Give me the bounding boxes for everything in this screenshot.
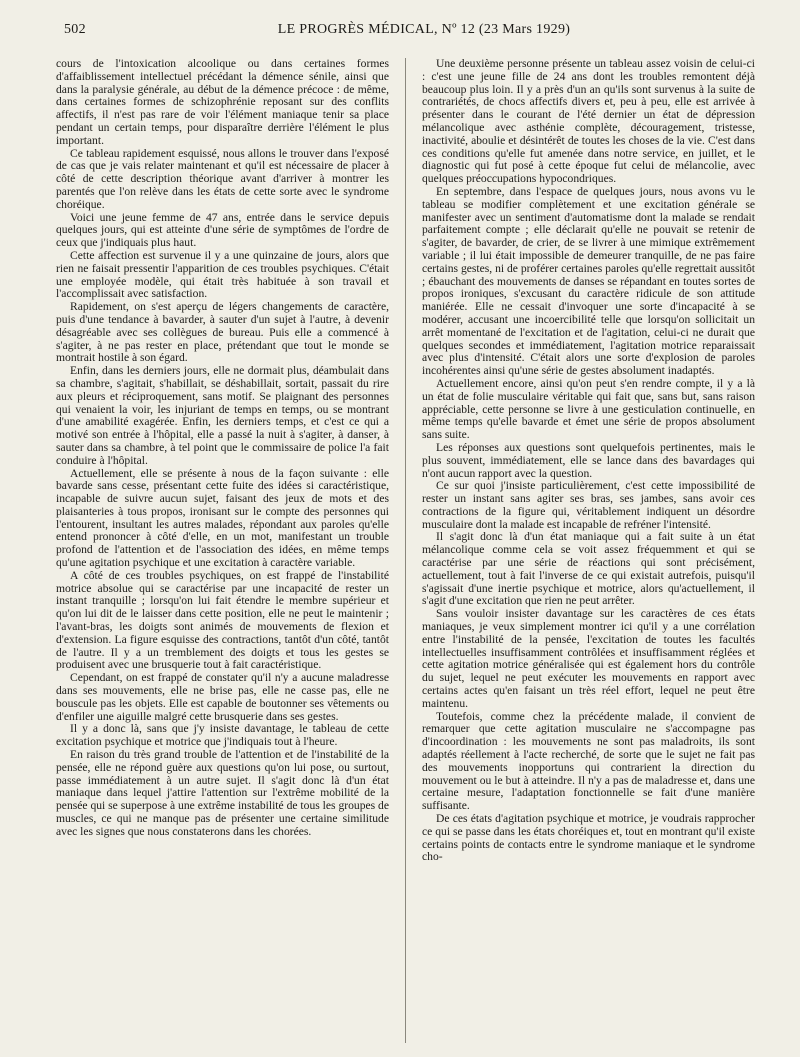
paragraph: Cette affection est survenue il y a une quinzaine de jours, alors que rien ne faisait pressentir l'apparition de ces troubles psychiques. C'était une employée modèle, qui était très habituée à son travail et l'accomplissait avec satisfaction.: [56, 248, 389, 301]
paragraph: Il y a donc là, sans que j'y insiste davantage, le tableau de cette excitation psychique et motrice que j'indiquais tout à l'heure.: [56, 722, 389, 749]
paragraph: Ce sur quoi j'insiste particulièrement, c'est cette impossibilité de rester un instant sans agiter ses bras, ses jambes, sans avoir ces contractions de la figure qui, véritablement indiquent un désordre musculaire dont la malade est incapable de refréner l'intensité.: [422, 479, 755, 531]
paragraph: A côté de ces troubles psychiques, on est frappé de l'instabilité motrice absolue qui se caractérise par une incapacité de rester un instant tranquille ; lorsqu'on lui fait étendre le membre supérieur et qu'on lui dit de le laisser dans cette position, elle ne peut le maintenir ; l'avant-bras, les doigts sont animés de mouvements de flexion et d'extension. La figure esquisse des contractions, tantôt d'un côté, tantôt de l'autre. Il y a un tremblement des doigts et tous les gestes se produisent avec une brusquerie tout à fait caractéristique.: [56, 568, 389, 672]
paragraph: Voici une jeune femme de 47 ans, entrée dans le service depuis quelques jours, qui est atteinte d'une série de symptômes de l'ordre de ceux que j'indiquais plus haut.: [56, 210, 389, 250]
paragraph: En septembre, dans l'espace de quelques jours, nous avons vu le tableau se modifier complètement et une excitation générale se manifester avec un sentiment d'automatisme dont la malade se rendait parfaitement compte ; elle déclarait qu'elle ne pouvait se retenir de s'agiter, de bavarder, de crier, de se livrer à une mimique extrêmement variable ; il lui était impossible de demeurer tranquille, de ne pas faire certains gestes, ni de proférer certaines paroles qu'elle regrettait aussitôt ; ébauchant des mouvements de danses se répandant en toutes sortes de propos ironiques, s'excusant du caractère ridicule de son attitude maniérée. Elle ne cessait d'invoquer une sorte d'incapacité à se modérer, accusant une incoercibilité telle que lorsqu'on sollicitait un arrêt momentané de l'excitation et de l'agitation, celui-ci ne durait que quelques secondes et immédiatement, l'agitation motrice reparaissait avec plus d'intensité. C'était alors une sorte d'explosion de paroles incohérentes ainsi qu'une série de gestes absolument inadaptés.: [422, 184, 755, 378]
running-header: [64, 22, 784, 44]
paragraph: De ces états d'agitation psychique et motrice, je voudrais rapprocher ce qui se passe dans les états choréiques et, tout en montrant qu'il existe certains points de contacts entre le syndrome maniaque et le syndrome cho-: [422, 812, 755, 864]
paragraph: Rapidement, on s'est aperçu de légers changements de caractère, puis d'une tendance à bavarder, à sauter d'un sujet à l'autre, à devenir désagréable avec ses collègues de bureau. Puis elle a commencé à s'agiter, à ne pas rester en place, prétendant que tout le monde se montrait hostile à son égard.: [56, 300, 389, 365]
right-column: [422, 58, 755, 1048]
paragraph: En raison du très grand trouble de l'attention et de l'instabilité de la pensée, elle ne répond guère aux questions qu'on lui pose, ou surtout, passe immédiatement à un autre sujet. Il s'agit donc là d'un état maniaque dans lequel j'attire l'attention sur l'extrême mobilité de la pensée qui se superpose à une extrême instabilité de tous les groupes de muscles, ce qui ne manque pas de présenter une certaine similitude avec les signes que nous constaterons dans les chorées.: [56, 748, 389, 838]
paragraph: Actuellement encore, ainsi qu'on peut s'en rendre compte, il y a là un état de folie musculaire véritable qui fait que, sans but, sans raison appréciable, cette personne se livre à une gesticulation continuelle, en même temps qu'elle bavarde et émet une série de propos absolument sans suite.: [422, 376, 755, 442]
journal-title: LE PROGRÈS MÉDICAL, Nº 12 (23 Mars 1929): [277, 22, 571, 37]
paragraph: Une deuxième personne présente un tableau assez voisin de celui-ci : c'est une jeune fille de 24 ans dont les troubles remontent déjà beaucoup plus loin. Il y a près d'un an qu'ils sont survenus à la suite de contrariétés, de chocs affectifs divers et, peu à peu, elle est arrivée à présenter dans le courant de l'été dernier un état de dépression mélancolique avec asthénie complète, découragement, tristesse, inactivité, aboulie et désintérêt de toutes les choses de la vie. C'est dans ces conditions qu'elle fut amenée dans notre service, en juillet, et le diagnostic qui fut posé à cette époque fut celui de mélancolie, avec quelques préoccupations hypocondriques.: [422, 58, 755, 186]
left-column: [56, 58, 389, 1048]
paragraph: Sans vouloir insister davantage sur les caractères de ces états maniaques, je veux simplement montrer ici qu'il y a une corrélation entre l'instabilité de la pensée, l'excitation de toutes les facultés intellectuelles insuffisamment contrôlées et insuffisamment réglées et cette agitation motrice généralisée qui est également hors du contrôle du sujet, lequel ne peut exécuter les mouvements en rapport avec certains actes qu'en faisant un très réel effort, lequel ne peut être maintenu.: [422, 607, 755, 710]
column-divider: [405, 58, 406, 1043]
paragraph: cours de l'intoxication alcoolique ou dans certaines formes d'affaiblissement intellectuel précédant la démence sénile, ainsi que dans la paralysie générale, au début de la démence précoce : de même, dans certaines formes de schizophrénie reposant sur des conflits affectifs, il n'est pas rare de voir l'élément maniaque tenir sa place pendant un certain temps, pour disparaître derrière l'élément le plus important.: [56, 58, 389, 147]
paragraph: Il s'agit donc là d'un état maniaque qui a fait suite à un état mélancolique comme cela se voit assez fréquemment et qui se caractérise par une série de réactions qui sont précisément, actuellement, tout à fait l'inverse de ce qui existait autrefois, puisqu'il s'agissait d'une inertie psychique et motrice, alors qu'actuellement, il s'agit d'une excitation que rien ne peut arrêter.: [422, 530, 755, 608]
paragraph: Toutefois, comme chez la précédente malade, il convient de remarquer que cette agitation musculaire ne s'accompagne pas d'incoordination : les mouvements ne sont pas maladroits, ils sont adaptés réellement à l'acte recherché, de sorte que le sujet ne fait pas des mouvements inopportuns qui contrarient la direction du mouvement ou le but à atteindre. Il n'y a pas de maladresse et, dans une certaine mesure, l'adaptation fonctionnelle se fait d'une manière suffisante.: [422, 709, 755, 813]
paragraph: Actuellement, elle se présente à nous de la façon suivante : elle bavarde sans cesse, présentant cette fuite des idées si caractéristique, incapable de suivre aucun sujet, faisant des jeux de mots et des plaisanteries à tous propos, ironisant sur le compte des personnes qui l'entourent, insultant les autres malades, répondant aux paroles qu'elle entend prononcer à côté d'elle, en un mot, manifestant un trouble profond de l'attention et de l'association des idées, en même temps qu'une agitation psychique et une excitation à caractère variable.: [56, 466, 389, 570]
paragraph: Ce tableau rapidement esquissé, nous allons le trouver dans l'exposé de cas que je vais relater maintenant et qu'il est nécessaire de placer à côté de cette description théorique avant d'arriver à montrer les parentés que l'on relève dans les états de cette sorte avec le syndrome choréique.: [56, 146, 389, 211]
paragraph: Cependant, on est frappé de constater qu'il n'y a aucune maladresse dans ses mouvements, elle ne brise pas, elle ne casse pas, elle ne bouscule pas les objets. Elle est capable de boutonner ses vêtements ou d'enfiler une aiguille malgré cette brusquerie dans ses gestes.: [56, 671, 389, 723]
paragraph: Les réponses aux questions sont quelquefois pertinentes, mais le plus souvent, immédiatement, elle se lance dans des bavardages qui n'ont aucun rapport avec la question.: [422, 440, 755, 480]
paragraph: Enfin, dans les derniers jours, elle ne dormait plus, déambulait dans sa chambre, s'agitait, s'habillait, se déshabillait, sortait, passait du rire aux pleurs et réciproquement, sans motif. Se plaignant des personnes qui venaient la voir, les injuriant de temps en temps, ou se montrant d'une amabilité exagérée. Enfin, les derniers temps, et c'est ce qui a motivé son entrée à l'hôpital, elle a passé la nuit à s'agiter, à danser, à sauter dans sa chambre, à tel point que le commissaire de police l'a fait conduire à l'hôpital.: [56, 364, 389, 467]
page-number: 502: [64, 22, 86, 37]
